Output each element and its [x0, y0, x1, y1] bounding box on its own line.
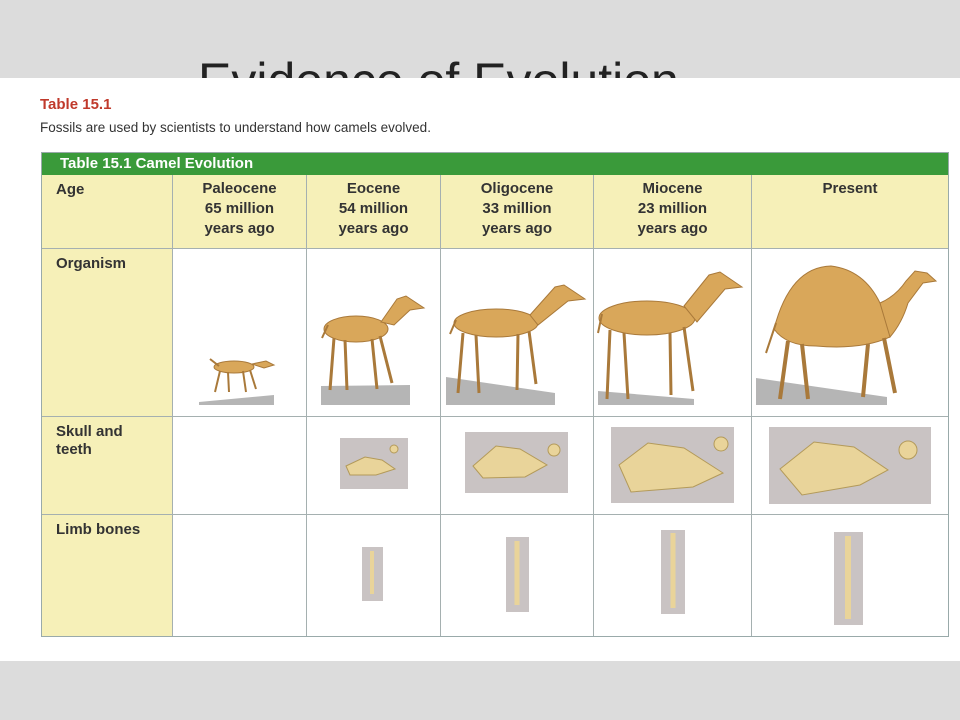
- column-header-line: years ago: [637, 220, 708, 237]
- skull-present: [769, 427, 931, 504]
- animal-paleocene: [210, 359, 274, 392]
- limb-eocene: [362, 547, 383, 601]
- table-caption-description: Fossils are used by scientists to understand how camels evolved.: [40, 120, 431, 135]
- row-label-limb-bones: Limb bones: [56, 521, 141, 538]
- limb-present: [834, 532, 863, 625]
- column-header-line: Present: [822, 180, 878, 197]
- animal-oligocene: [450, 285, 585, 393]
- ground-shadow-eocene: [321, 385, 410, 405]
- limb-miocene: [661, 530, 685, 614]
- column-header-line: 23 million: [637, 200, 708, 217]
- limb-drawings: [362, 530, 863, 625]
- column-header-line: Paleocene: [202, 180, 277, 197]
- ground-shadow-oligocene: [446, 377, 555, 405]
- column-header-line: years ago: [204, 220, 275, 237]
- column-header-line: 33 million: [482, 200, 552, 217]
- column-header-line: 54 million: [338, 200, 409, 217]
- ground-shadow-miocene: [598, 391, 694, 405]
- column-header-line: Miocene: [642, 180, 703, 197]
- row-label-age: Age: [56, 181, 85, 198]
- fossil-illustrations: [42, 153, 948, 636]
- row-label-organism: Organism: [56, 255, 127, 272]
- column-header-line: years ago: [338, 220, 409, 237]
- skull-eocene: [340, 438, 408, 489]
- skull-miocene: [611, 427, 734, 503]
- camel-evolution-table: [41, 152, 949, 637]
- table-caption-label: Table 15.1: [40, 96, 112, 113]
- table-header-title: Table 15.1 Camel Evolution: [60, 155, 254, 172]
- animal-eocene: [322, 296, 424, 390]
- ground-shadow-present: [756, 378, 887, 405]
- column-header-line: Eocene: [346, 180, 401, 197]
- limb-oligocene: [506, 537, 529, 612]
- skull-drawings: [340, 427, 931, 504]
- skull-oligocene: [465, 432, 568, 493]
- row-label-skull-line: Skull and: [56, 423, 123, 440]
- ground-shadow-paleocene: [199, 395, 274, 405]
- column-header-line: Oligocene: [480, 180, 554, 197]
- animal-present-camel: [766, 266, 936, 399]
- column-header-line: years ago: [481, 220, 553, 237]
- animal-drawings: [210, 266, 936, 399]
- row-label-skull-line: teeth: [56, 441, 92, 458]
- animal-miocene: [598, 272, 742, 399]
- column-header-line: 65 million: [204, 200, 275, 217]
